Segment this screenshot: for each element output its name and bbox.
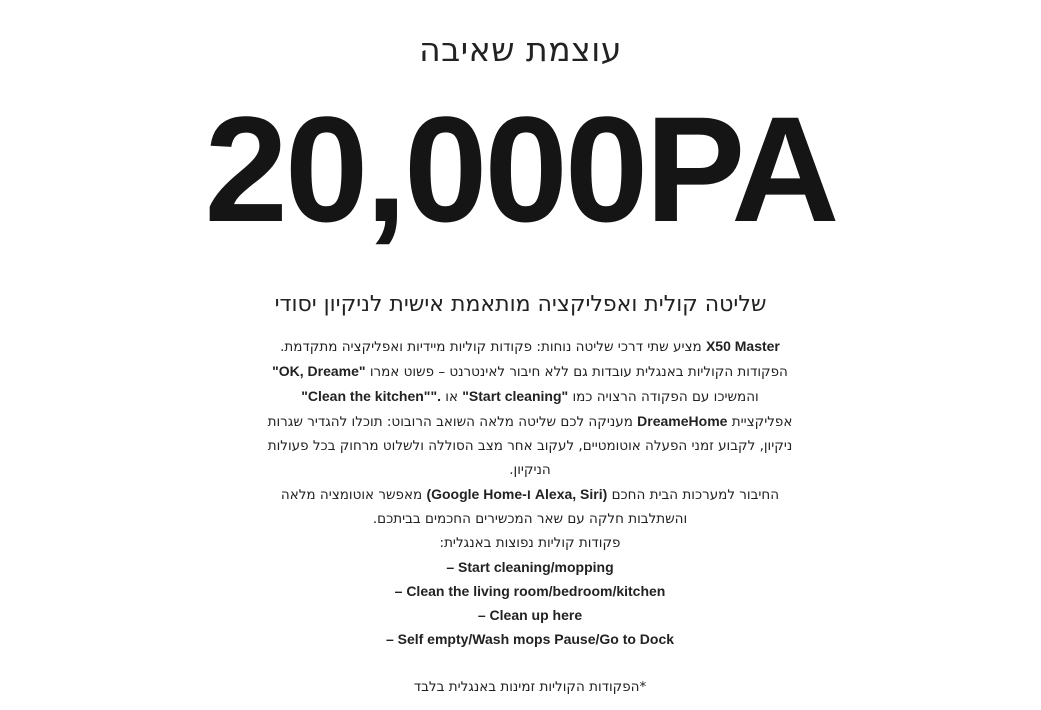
wake-phrase: "OK, Dreame": [272, 363, 366, 379]
voice-command-item: – Self empty/Wash mops Pause/Go to Dock: [385, 631, 675, 647]
description-line-text: מאפשר אוטומציה מלאה: [280, 487, 423, 503]
voice-command-item: – Start cleaning/mopping: [446, 559, 614, 575]
commands-heading: פקודות קוליות נפוצות באנגלית:: [439, 535, 621, 551]
description-line-text: אפליקציית: [731, 414, 793, 430]
description-line: [220, 384, 840, 409]
description-line: [220, 359, 840, 384]
description-line-text: מציע שתי דרכי שליטה נוחות: פקודות קוליות מיידיות ואפליקציה מתקדמת.: [280, 339, 702, 355]
app-name: DreameHome: [637, 413, 728, 429]
voice-command-item: – Clean the living room/bedroom/kitchen: [394, 583, 666, 599]
description-line: [220, 409, 840, 434]
example-command: "Clean the kitchen"".: [301, 388, 441, 404]
description-line-text: והמשיכו עם הפקודה הרצויה כמו: [572, 389, 759, 405]
description-line: הניקיון.: [509, 462, 551, 478]
description-line-text: הפקודות הקוליות באנגלית עובדות גם ללא חיבור לאינטרנט – פשוט אמרו: [369, 364, 788, 380]
voice-command-item: – Clean up here: [477, 607, 583, 623]
example-command: "Start cleaning": [462, 388, 569, 404]
suction-power-label: עוצמת שאיבה: [419, 30, 622, 69]
description-line-text: החיבור למערכות הבית החכם: [611, 487, 780, 503]
description-line: [220, 482, 840, 507]
suction-power-value: 20,000PA: [204, 85, 837, 253]
description-line: ניקיון, לקבוע זמני הפעלה אוטומטיים, לעקוב אחר מצב הסוללה ולשלוט מרחוק בכל פעולות: [267, 438, 793, 454]
description-line-text: או: [445, 389, 458, 405]
description-text: [220, 334, 840, 699]
description-line: והשתלבות חלקה עם שאר המכשירים החכמים בביתכם.: [372, 511, 688, 527]
product-name: X50 Master: [705, 338, 780, 354]
smart-assistants: (Google Home-ו Alexa, Siri): [426, 486, 608, 502]
description-line-text: מעניקה לכם שליטה מלאה השואב הרובוט: תוכלו להגדיר שגרות: [267, 414, 633, 430]
description-line: [220, 334, 840, 359]
spacer: [220, 651, 840, 675]
section-title: שליטה קולית ואפליקציה מותאמת אישית לניקיון יסודי: [274, 292, 767, 317]
footnote: *הפקודות הקוליות זמינות באנגלית בלבד: [413, 679, 647, 695]
